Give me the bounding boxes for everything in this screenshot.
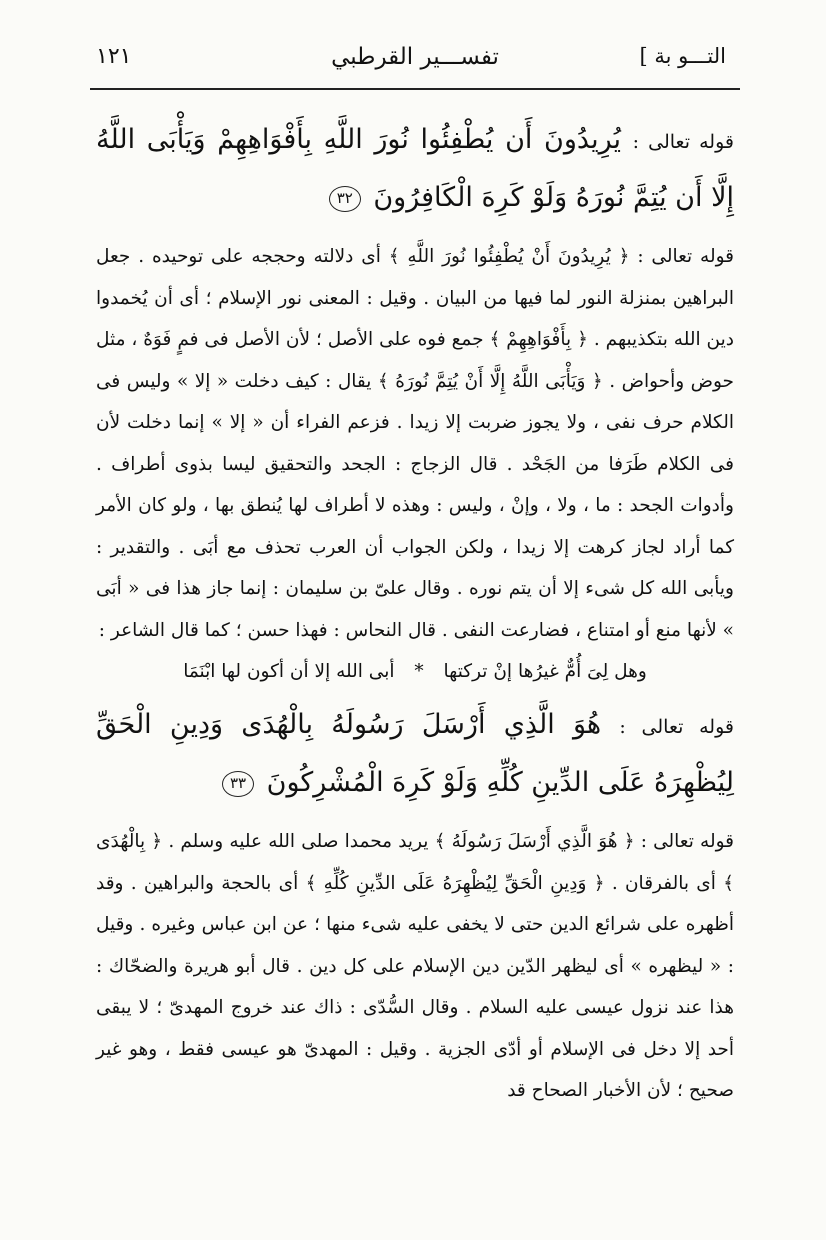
book-title: تفســـير القرطبي — [331, 44, 499, 70]
verse-line — [96, 697, 734, 811]
poem-separator: * — [414, 661, 424, 682]
surah-name: التـــو بة ] — [639, 44, 726, 68]
poem-second-hemistich: أبى الله إلا أن أكون لها ابْنَمَا — [183, 661, 395, 682]
commentary-text: قوله تعالى : ﴿ هُوَ الَّذِي أَرْسَلَ رَسُولَهُ ﴾ يريد محمدا صلى الله عليه وسلم . ﴿ بِالْهُدَى ﴾ أى بالفرقان . ﴿ وَدِينِ الْحَقِّ لِيُظْهِرَهُ عَلَى الدِّينِ كُلِّهِ ﴾ أى بالحجة والبراهين . وقد أظهره على شرائع الدين حتى لا يخفى عليه شىء منها ؛ عن ابن عباس وغيره . وقيل : « ليظهره » أى ليظهر الدّين دين الإسلام على كل دين . قال أبو هريرة والضحّاك : هذا عند نزول عيسى عليه السلام . وقال السُّدّى : ذاك عند خروج المهدىّ ؛ لا يبقى أحد إلا دخل فى الإسلام أو أدّى الجزية . وقيل : المهدىّ هو عيسى فقط ، وهو غير صحيح ؛ لأن الأخبار الصحاح قد — [96, 831, 734, 1101]
verse-text: هُوَ الَّذِي أَرْسَلَ رَسُولَهُ بِالْهُدَى وَدِينِ الْحَقِّ لِيُظْهِرَهُ عَلَى الدِّينِ كُلِّهِ وَلَوْ كَرِهَ الْمُشْرِكُونَ — [96, 709, 734, 798]
commentary-33 — [96, 821, 734, 1112]
poem-line — [96, 651, 734, 693]
page-number: ١٢١ — [96, 44, 132, 69]
verse-number-marker: ٣٣ — [222, 771, 254, 797]
page-body — [96, 90, 734, 1112]
verse-32 — [96, 112, 734, 226]
verse-lead: قوله تعالى : — [632, 131, 734, 153]
verse-line — [96, 112, 734, 226]
commentary-32 — [96, 236, 734, 693]
verse-number-marker: ٣٢ — [329, 186, 361, 212]
commentary-text: قوله تعالى : ﴿ يُرِيدُونَ أَنْ يُطْفِئُوا نُورَ اللَّهِ ﴾ أى دلالته وحججه على توحيده . جعل البراهين بمنزلة النور لما فيها من البيان . وقيل : المعنى نور الإسلام ؛ أى أن يُخمدوا دين الله بتكذيبهم . ﴿ بِأَفْوَاهِهِمْ ﴾ جمع فوه على الأصل ؛ لأن الأصل فى فمٍ فَوَهٌ ، مثل حوض وأحواض . ﴿ وَيَأْبَى اللَّهُ إِلَّا أَنْ يُتِمَّ نُورَهُ ﴾ يقال : كيف دخلت « إلا » وليس فى الكلام حرف نفى ، ولا يجوز ضربت إلا زيدا . فزعم الفراء أن « إلا » إنما دخلت لأن فى الكلام طَرَفا من الجَحْد . قال الزجاج : الجحد والتحقيق ليسا بذوى أطراف . وأدوات الجحد : ما ، ولا ، وإنْ ، وليس : وهذه لا أطراف لها يُنطق بها ، ولو كان الأمر كما أراد لجاز كرهت إلا زيدا ، ولكن الجواب أن العرب تحذف مع أبَى . والتقدير : ويأبى الله كل شىء إلا أن يتم نوره . وقال علىّ بن سليمان : إنما جاز هذا فى « أبَى » لأنها منع أو امتناع ، فضارعت النفى . قال النحاس : فهذا حسن ؛ كما قال الشاعر : — [96, 246, 734, 641]
page-header — [90, 0, 740, 90]
poem-first-hemistich: وهل لِىَ أُمٌّ غيرُها إنْ تركتها — [443, 661, 647, 682]
verse-lead: قوله تعالى : — [619, 716, 734, 738]
verse-text: يُرِيدُونَ أَن يُطْفِئُوا نُورَ اللَّهِ بِأَفْوَاهِهِمْ وَيَأْبَى اللَّهُ إِلَّا أَن يُتِمَّ نُورَهُ وَلَوْ كَرِهَ الْكَافِرُونَ — [96, 124, 734, 213]
verse-33 — [96, 697, 734, 811]
